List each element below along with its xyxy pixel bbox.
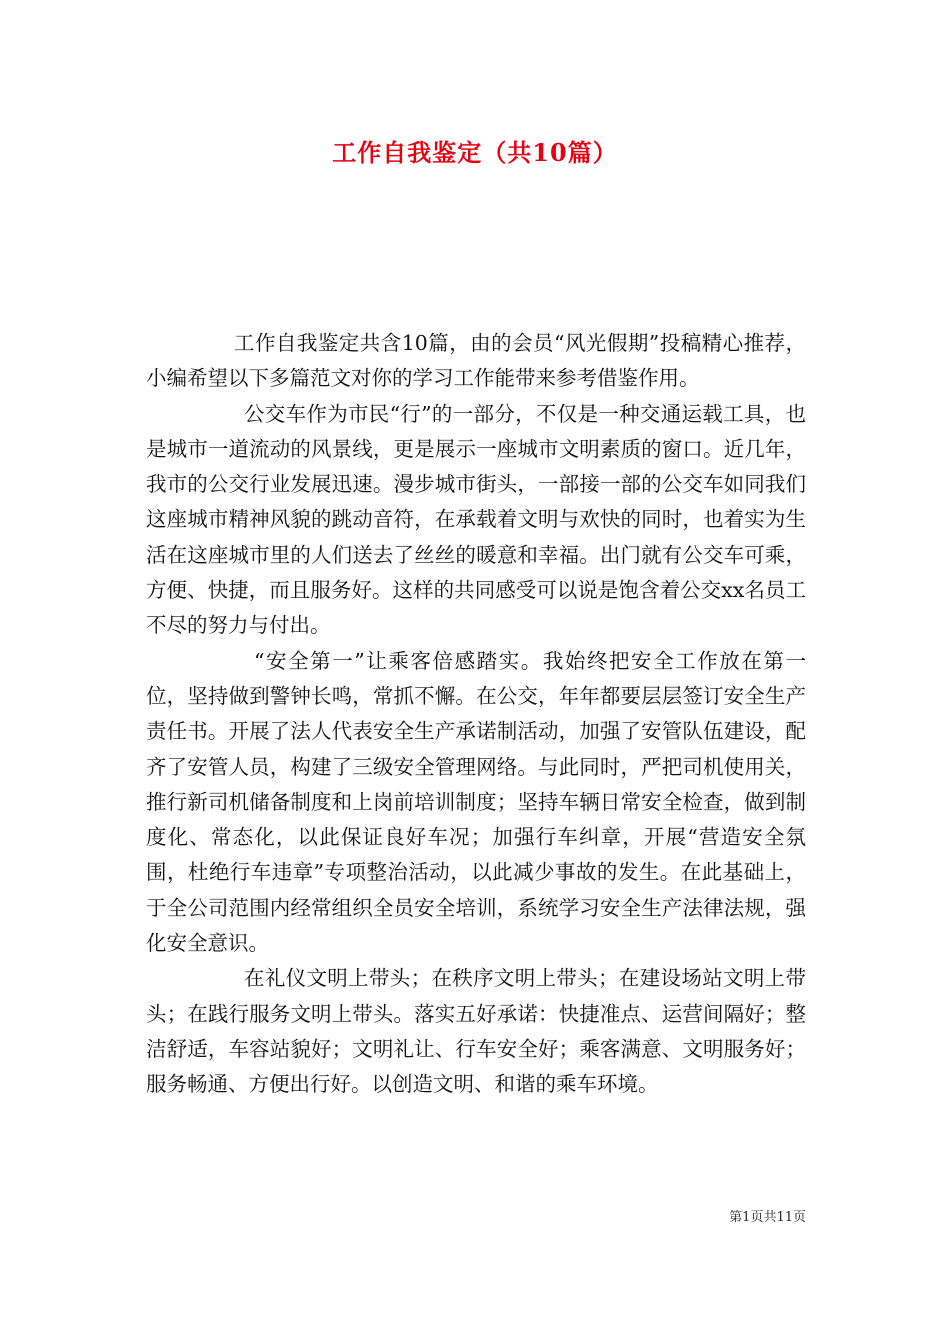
paragraph-civility: 在礼仪文明上带头；在秩序文明上带头；在建设场站文明上带头；在践行服务文明上带头。落实五好承诺：快捷准点、运营间隔好；整洁舒适，车容站貌好；文明礼让、行车安全好；乘客满意、文明服务好；服务畅通、方便出行好。以创造文明、和谐的乘车环境。 (146, 966, 806, 1097)
paragraph-safety: “安全第一”让乘客倍感踏实。我始终把安全工作放在第一位，坚持做到警钟长鸣，常抓不懈。在公交，年年都要层层签订安全生产责任书。开展了法人代表安全生产承诺制活动，加强了安管队伍建设，配齐了安管人员，构建了三级安全管理网络。与此同时，严把司机使用关，推行新司机储备制度和上岗前培训制度；坚持车辆日常安全检查，做到制度化、常态化，以此保证良好车况；加强行车纠章，开展“营造安全氛围，杜绝行车违章”专项整治活动，以此减少事故的发生。在此基础上，于全公司范围内经常组织全员安全培训，系统学习安全生产法律法规，强化安全意识。 (146, 648, 806, 956)
paragraph-intro: 工作自我鉴定共含10篇，由的会员“风光假期”投稿精心推荐，小编希望以下多篇范文对你的学习工作能带来参考借鉴作用。 (146, 331, 806, 391)
paragraph-bus: 公交车作为市民“行”的一部分，不仅是一种交通运载工具，也是城市一道流动的风景线，更是展示一座城市文明素质的窗口。近几年，我市的公交行业发展迅速。漫步城市街头，一部接一部的公交车如同我们这座城市精神风貌的跳动音符，在承载着文明与欢快的同时，也着实为生活在这座城市里的人们送去了丝丝的暖意和幸福。出门就有公交车可乘，方便、快捷，而且服务好。这样的共同感受可以说是饱含着公交xx名员工不尽的努力与付出。 (146, 401, 806, 638)
document-body (146, 326, 806, 1103)
page-number-footer: 第1页共11页 (729, 1210, 806, 1225)
document-title: 工作自我鉴定（共10篇） (332, 138, 618, 167)
